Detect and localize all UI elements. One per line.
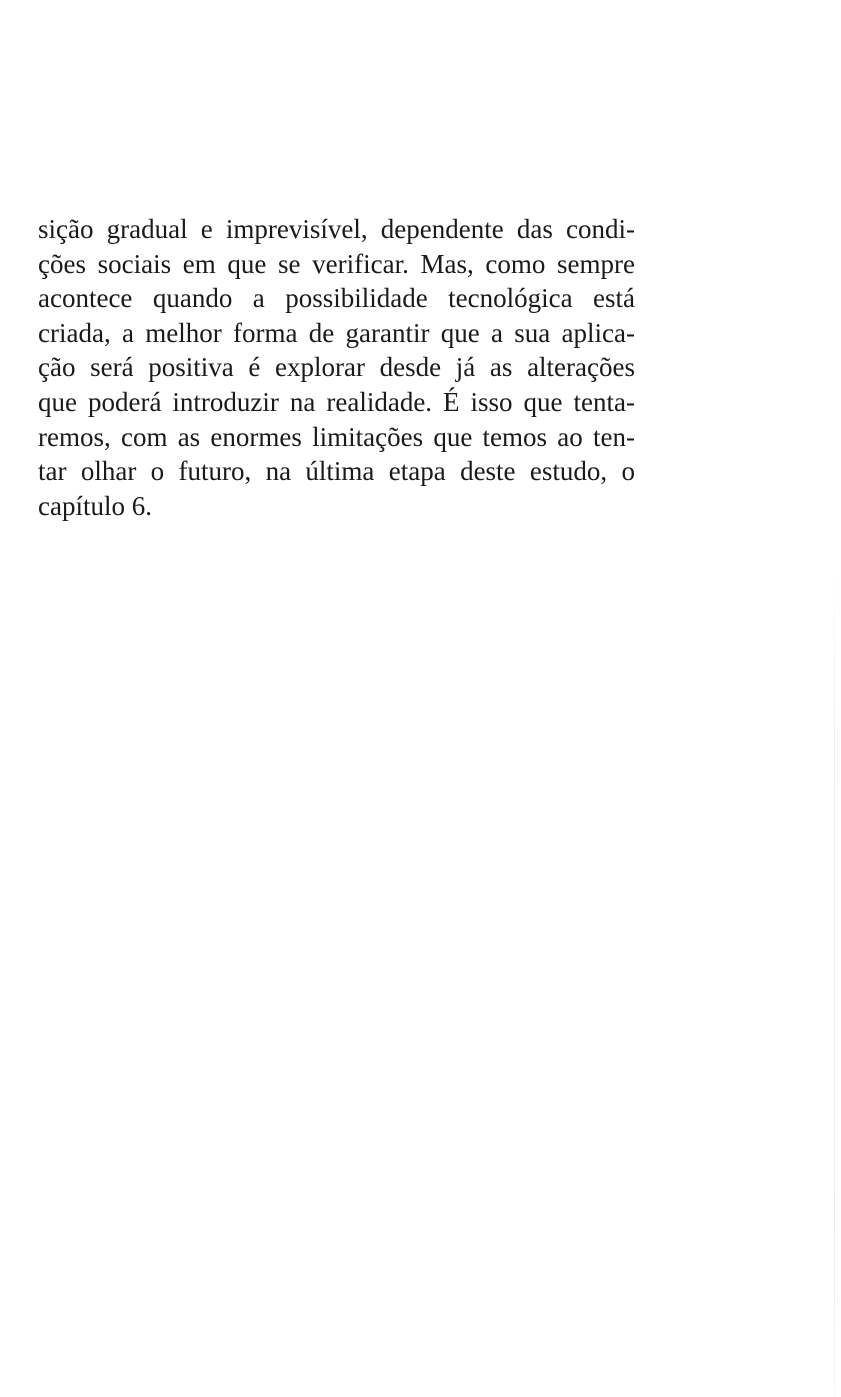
paragraph-line: ção será positiva é explorar desde já as alterações <box>38 352 635 383</box>
paragraph-line: criada, a melhor forma de garantir que a sua aplica- <box>38 317 635 348</box>
paragraph-line: capítulo 6. <box>38 490 152 521</box>
paragraph-line: acontece quando a possibilidade tecnológica está <box>38 283 635 314</box>
paragraph-line: que poderá introduzir na realidade. É isso que tenta- <box>38 386 635 417</box>
paragraph-line: tar olhar o futuro, na última etapa deste estudo, o <box>38 456 635 487</box>
paragraph-line: sição gradual e imprevisível, dependente das condi- <box>38 214 635 244</box>
body-paragraph <box>38 212 635 523</box>
paragraph-line: ções sociais em que se verificar. Mas, como sempre <box>38 248 635 279</box>
page-edge-shadow <box>834 560 835 1397</box>
paragraph-line: remos, com as enormes limitações que temos ao ten- <box>38 421 635 452</box>
